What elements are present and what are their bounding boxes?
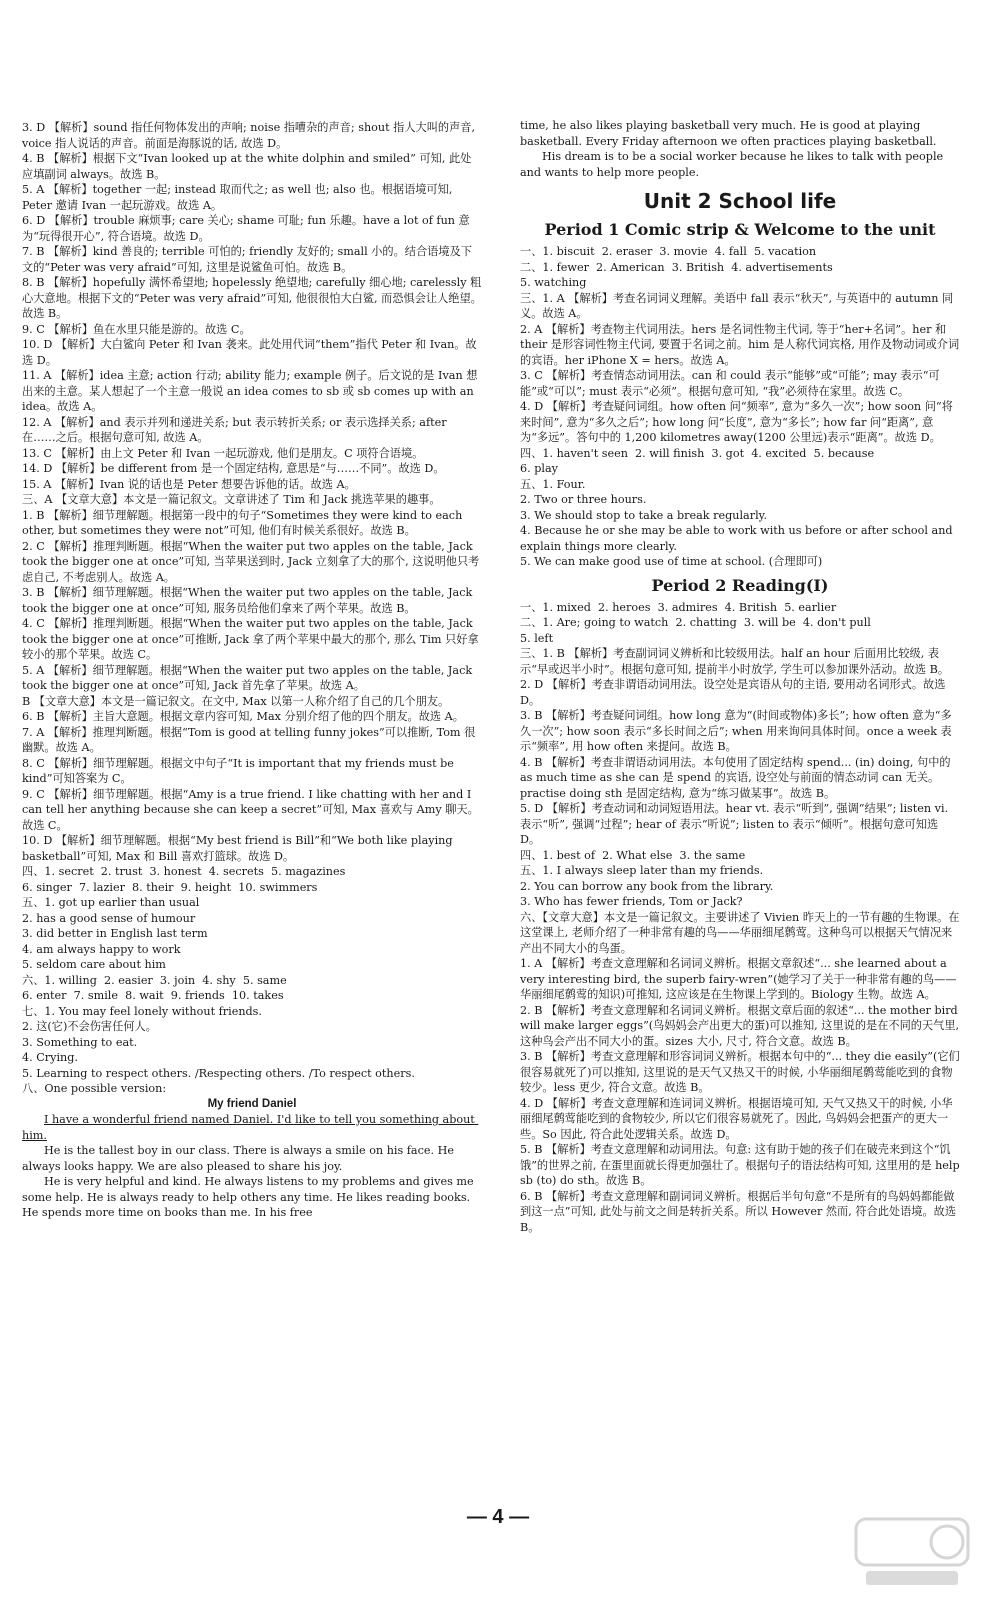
answer-line: 3. We should stop to take a break regularly. xyxy=(520,508,768,522)
answer-line: 6. enter 7. smile 8. wait 9. friends 10. takes xyxy=(22,989,284,1002)
answer-line: 3. B 【解析】考查文意理解和形容词词义辨析。根据本句中的“... they die easily”(它们很容易就死了)可以推知, 这里说的是天气又热又干的时候, 小华丽细尾鹩莺能吃到的食物较少。less 更少, 符合文意。故选 B。 xyxy=(520,1050,960,1094)
answer-line: 14. D 【解析】be different from 是一个固定结构, 意思是“与……不同”。故选 D。 xyxy=(22,462,445,475)
essay-continuation xyxy=(520,118,960,180)
answer-line: 6. play xyxy=(520,462,558,475)
answer-line: 5. A 【解析】细节理解题。根据“When the waiter put two apples on the table, Jack took the bigger one at once”可知, Jack 首先拿了苹果。故选 A。 xyxy=(22,663,476,692)
answer-line: 2. 这(它)不会伤害任何人。 xyxy=(22,1020,157,1033)
answer-line: 六、【文章大意】本文是一篇记叙文。主要讲述了 Vivien 昨天上的一节有趣的生物课。在这堂课上, 老师介绍了一种非常有趣的鸟——华丽细尾鹩莺。这种鸟可以根据天气情况来产出不同大小的鸟蛋。 xyxy=(520,910,960,955)
answer-line: 8. B 【解析】hopefully 满怀希望地; hopelessly 绝望地; carefully 细心地; carelessly 粗心大意地。根据下文的“Peter was very afraid”可知, 他很很怕大白鲨, 而恐惧会让人绝望。故选 B。 xyxy=(22,276,482,320)
answer-line: 三、1. B 【解析】考查副词词义辨析和比较级用法。half an hour 后面用比较级, 表示“早或迟半小时”。根据句意可知, 提前半小时放学, 学生可以参加课外活动。故选 B。 xyxy=(520,647,950,676)
period-1-title: Period 1 Comic strip & Welcome to the unit xyxy=(544,220,936,239)
answer-line: 5. Learning to respect others. /Respecting others. /To respect others. xyxy=(22,1066,415,1080)
answer-line: 10. D 【解析】细节理解题。根据“My best friend is Bill”和“We both like playing basketball”可知, Max 和 Bill 喜欢打篮球。故选 D。 xyxy=(22,834,457,863)
page-number: — 4 — xyxy=(466,1506,530,1528)
answer-line: 二、1. Are; going to watch 2. chatting 3. will be 4. don't pull xyxy=(520,616,871,629)
answer-line: 12. A 【解析】and 表示并列和递进关系; but 表示转折关系; or 表示选择关系; after 在……之后。根据句意可知, 故选 A。 xyxy=(22,415,451,444)
answer-line: 15. A 【解析】Ivan 说的话也是 Peter 想要告诉他的话。故选 A。 xyxy=(22,477,356,491)
answer-line: 5. A 【解析】together 一起; instead 取而代之; as well 也; also 也。根据语境可知, Peter 邀请 Ivan 一起玩游戏。故选 A。 xyxy=(22,183,456,212)
answer-line: 10. D 【解析】大白鲨向 Peter 和 Ivan 袭来。此处用代词“them”指代 Peter 和 Ivan。故选 D。 xyxy=(22,338,477,367)
answer-line: 3. Something to eat. xyxy=(22,1035,138,1049)
right-column xyxy=(520,118,964,1235)
answer-line: 八、One possible version: xyxy=(22,1082,167,1095)
answer-line: 一、1. mixed 2. heroes 3. admires 4. British 5. earlier xyxy=(520,600,837,614)
essay-paragraph-3: time, he also likes playing basketball very much. He is good at playing basketball. Every Friday afternoon we often practices playing basketball. xyxy=(520,119,937,148)
answer-line: 3. D 【解析】sound 指任何物体发出的声响; noise 指嘈杂的声音; shout 指人大叫的声音, voice 指人说话的声音。前面是海豚说的话, 故选 D。 xyxy=(22,121,479,150)
period-2-title: Period 2 Reading(Ⅰ) xyxy=(651,575,829,595)
answer-line: 2. D 【解析】考查非谓语动词用法。设空处是宾语从句的主语, 要用动名词形式。故选 D。 xyxy=(520,678,949,707)
answer-line: 4. D 【解析】考查文意理解和连词词义辨析。根据语境可知, 天气又热又干的时候, 小华丽细尾鹩莺能吃到的食物较少, 所以它们很容易就死了。因此, 鸟妈妈会把蛋产的更大一些。So 因此, 符合此处逻辑关系。故选 D。 xyxy=(520,1096,953,1141)
answer-line: 五、1. got up earlier than usual xyxy=(22,896,200,909)
answer-line: 2. B 【解析】考查文意理解和名词词义辨析。根据文章后面的叙述“... the mother bird will make larger eggs”(鸟妈妈会产出更大的蛋)可以推知, 这里说的是在不同的天气里, 这种鸟会产出不同大小的蛋。sizes 大小, 尺寸, 符合文意。故选 B。 xyxy=(520,1003,963,1048)
answer-line: 四、1. haven't seen 2. will finish 3. got 4. excited 5. because xyxy=(520,446,875,460)
watermark-logo-icon xyxy=(852,1515,972,1591)
left-column xyxy=(22,120,482,1221)
answer-line: B 【文章大意】本文是一篇记叙文。在文中, Max 以第一人称介绍了自己的几个朋友。 xyxy=(22,694,450,708)
essay-paragraph: I have a wonderful friend named Daniel. I'd like to tell you something about him. xyxy=(22,1113,479,1142)
answer-line: 2. has a good sense of humour xyxy=(22,911,196,925)
answer-line: 6. D 【解析】trouble 麻烦事; care 关心; shame 可耻; fun 乐趣。have a lot of fun 意为“玩得很开心”, 符合语境。故选 D。 xyxy=(22,214,470,243)
answer-line: 4. D 【解析】考查疑问词组。how often 问“频率”, 意为“多久一次”; how soon 问“将来时间”, 意为“多久之后”; how long 问“长度”, 意为“多长”; how far 问“距离”, 意为“多远”。答句中的 1,200 kilometres away(1200 公里远)表示“距离”。故选 D。 xyxy=(520,400,953,444)
answer-line: 4. Crying. xyxy=(22,1051,78,1064)
answer-line: 5. B 【解析】考查文意理解和动词用法。句意: 这有助于她的孩子们在破壳来到这个“饥饿”的世界之前, 在蛋里面就长得更加强壮了。根据句子的语法结构可知, 这里用的是 help sb (to) do sth。故选 B。 xyxy=(520,1143,964,1187)
answer-line: 9. C 【解析】细节理解题。根据“Amy is a true friend. I like chatting with her and I can tell her anything because she can keep a secret”可知, Max 喜欢与 Amy 聊天。故选 C。 xyxy=(22,787,479,832)
answer-line: 三、A 【文章大意】本文是一篇记叙文。文章讲述了 Tim 和 Jack 挑选苹果的趣事。 xyxy=(22,493,441,506)
answer-line: 6. B 【解析】主旨大意题。根据文章内容可知, Max 分别介绍了他的四个朋友。故选 A。 xyxy=(22,710,464,723)
essay-paragraph: He is very helpful and kind. He always listens to my problems and gives me some help. He is always ready to help others any time. He likes reading books. He spends more time on books than me. In his free xyxy=(22,1175,478,1219)
answer-line: 11. A 【解析】idea 主意; action 行动; ability 能力; example 例子。后文说的是 Ivan 想出来的主意。某人想起了一个主意一般说 an idea comes to sb 或 sb comes up with an idea。故选 A。 xyxy=(22,369,478,413)
answer-line: 2. A 【解析】考查物主代词用法。hers 是名词性物主代词, 等于“her+名词”。her 和 their 是形容词性物主代词, 要置于名词之前。him 是人称代词宾格, 用作及物动词或介词的宾语。her iPhone X = hers。故选 A。 xyxy=(520,322,960,367)
essay-paragraph-4: His dream is to be a social worker because he likes to talk with people and wants to help more people. xyxy=(520,150,947,179)
answer-line: 1. A 【解析】考查文意理解和名词词义辨析。根据文章叙述“... she learned about a very interesting bird, the superb fairy-wren”(她学习了关于一种非常有趣的鸟——华丽细尾鹩莺的知识)可推知, 这应该是在生物课上学到的。Biology 生物。故选 A。 xyxy=(520,957,957,1001)
answer-line: 三、1. A 【解析】考查名词词义理解。美语中 fall 表示“秋天”, 与英语中的 autumn 同义。故选 A。 xyxy=(520,291,954,320)
answer-line: 3. Who has fewer friends, Tom or Jack? xyxy=(520,895,743,908)
answer-line: 六、1. willing 2. easier 3. join 4. shy 5. same xyxy=(22,973,287,987)
answer-line: 五、1. I always sleep later than my friends. xyxy=(520,864,764,877)
answer-line: 二、1. fewer 2. American 3. British 4. advertisements xyxy=(520,260,833,274)
answer-line: 七、1. You may feel lonely without friends. xyxy=(22,1004,262,1018)
answer-line: 5. left xyxy=(520,631,554,645)
period-1-answers xyxy=(520,244,960,570)
answer-line: 7. B 【解析】kind 善良的; terrible 可怕的; friendly 友好的; small 小的。结合语境及下文的“Peter was very afraid”可知, 这里是说鲨鱼可怕。故选 B。 xyxy=(22,245,472,274)
period-2-answers xyxy=(520,600,964,1236)
answer-line: 1. B 【解析】细节理解题。根据第一段中的句子“Sometimes they were kind to each other, but sometimes they were not”可知, 他们有时候关系很好。故选 B。 xyxy=(22,508,466,537)
answer-line: 四、1. best of 2. What else 3. the same xyxy=(520,848,746,862)
answer-line: 3. B 【解析】细节理解题。根据“When the waiter put two apples on the table, Jack took the bigger one at once”可知, 服务员给他们拿来了两个苹果。故选 B。 xyxy=(22,586,476,615)
answer-line: 一、1. biscuit 2. eraser 3. movie 4. fall 5. vacation xyxy=(520,245,817,258)
answer-line: 5. D 【解析】考查动词和动词短语用法。hear vt. 表示“听到”, 强调“结果”; listen vi. 表示“听”, 强调“过程”; hear of 表示“听说”; listen to 表示“倾听”。根据句意可知选 D。 xyxy=(520,802,952,846)
unit-title: Unit 2 School life xyxy=(643,189,837,213)
answer-line: 7. A 【解析】推理判断题。根据“Tom is good at telling funny jokes”可以推断, Tom 很幽默。故选 A。 xyxy=(22,725,476,754)
answer-line: 四、1. secret 2. trust 3. honest 4. secrets 5. magazines xyxy=(22,865,346,878)
answer-line: 五、1. Four. xyxy=(520,477,586,491)
answer-line: 4. Because he or she may be able to work with us before or after school and explain things more clearly. xyxy=(520,524,957,553)
essay-title: My friend Daniel xyxy=(207,1097,297,1110)
answer-line: 4. B 【解析】根据下文“Ivan looked up at the white dolphin and smiled” 可知, 此处应填副词 always。故选 B。 xyxy=(22,152,472,181)
answer-line: 3. B 【解析】考查疑问词组。how long 意为“(时间或物体)多长”; how often 意为“多久一次”; how soon 表示“多长时间之后”; when 用来询问具体时间。once a week 表示“频率”, 用 how often 来提问。故选 B。 xyxy=(520,709,952,753)
answer-line: 6. singer 7. lazier 8. their 9. height 10. swimmers xyxy=(22,880,318,894)
answer-line: 5. We can make good use of time at school. (合理即可) xyxy=(520,555,823,568)
answer-line: 9. C 【解析】鱼在水里只能是游的。故选 C。 xyxy=(22,322,251,336)
answer-line: 3. C 【解析】考查情态动词用法。can 和 could 表示“能够”或“可能”; may 表示“可能”或“可以”; must 表示“必须”。根据句意可知, “我”必须待在家里。故选 C。 xyxy=(520,369,940,398)
answer-line: 8. C 【解析】细节理解题。根据文中句子“It is important that my friends must be kind”可知答案为 C。 xyxy=(22,756,458,785)
essay-paragraph: He is the tallest boy in our class. There is always a smile on his face. He always looks happy. We are also pleased to share his joy. xyxy=(22,1144,458,1173)
answer-line: 4. B 【解析】考查非谓语动词用法。本句使用了固定结构 spend... (in) doing, 句中的 as much time as she can 是 spend 的宾语, 设空处与前面的情态动词 can 无关。practise doing sth 是固定结构, 意为“练习做某事”。故选 B。 xyxy=(520,755,955,800)
answer-line: 2. C 【解析】推理判断题。根据“When the waiter put two apples on the table, Jack took the bigger one at once”可知, 当苹果送到时, Jack 立刻拿了大的那个, 这说明他只考虑自己, 不考虑别人。故选 A。 xyxy=(22,539,480,584)
answer-line: 4. C 【解析】推理判断题。根据“When the waiter put two apples on the table, Jack took the bigger one at once”可推断, Jack 拿了两个苹果中最大的那个, 那么 Tim 只好拿较小的那个苹果。故选 C。 xyxy=(22,617,479,661)
answer-line: 4. am always happy to work xyxy=(22,942,181,956)
answer-line: 13. C 【解析】由上文 Peter 和 Ivan 一起玩游戏, 他们是朋友。C 项符合语境。 xyxy=(22,446,424,460)
answer-line: 2. You can borrow any book from the library. xyxy=(520,879,774,893)
answer-line: 5. watching xyxy=(520,276,587,289)
answer-line: 5. seldom care about him xyxy=(22,958,166,971)
answer-line: 3. did better in English last term xyxy=(22,927,208,940)
answer-line: 6. B 【解析】考查文意理解和副词词义辨析。根据后半句句意“不是所有的鸟妈妈都能做到这一点”可知, 此处与前文之间是转折关系。所以 However 然而, 符合此处语境。故选 B。 xyxy=(520,1189,960,1234)
answer-line: 2. Two or three hours. xyxy=(520,493,647,506)
